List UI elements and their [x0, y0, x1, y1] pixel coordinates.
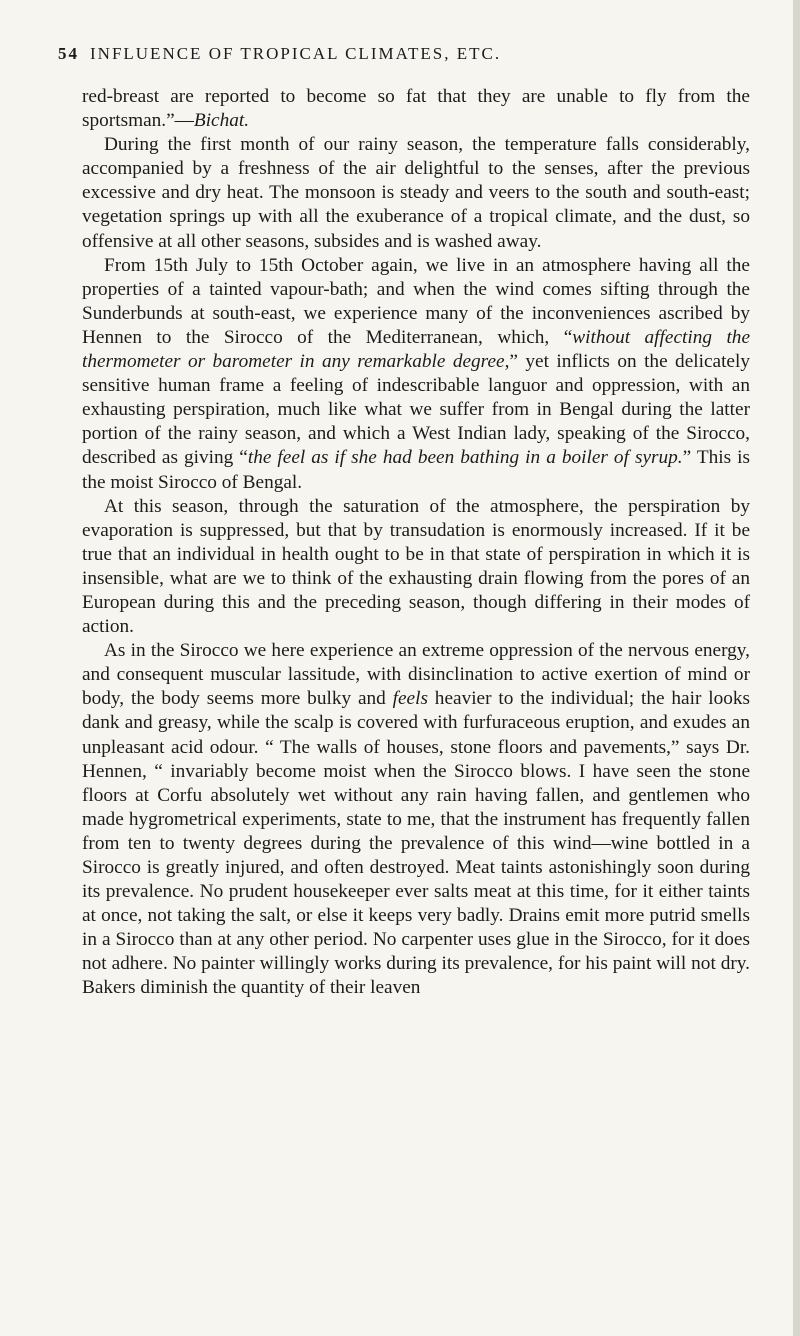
text-run: red-breast are reported to become so fat that they are unable to fly from the sportsman.”— [82, 86, 750, 132]
running-head: INFLUENCE OF TROPICAL CLIMATES, ETC. [90, 44, 502, 63]
page-edge [793, 0, 800, 1336]
paragraph [82, 639, 750, 1000]
page-header [58, 44, 748, 72]
text-run: From 15th July to 15th October again, we live in an atmosphere having all the properties of a tainted vapour-bath; and when the wind comes sifting through the Sunderbunds at south-east, we experience many of the inconveniences ascribed by Hennen to the Sirocco of the Mediterranean, which, “ [82, 254, 750, 348]
text-run: heavier to the individual; the hair looks dank and greasy, while the scalp is covered with furfuraceous eruption, and exudes an unpleasant acid odour. “ The walls of houses, stone floors and pavements,” says Dr. Hennen, “ invariably become moist when the Sirocco blows. I have seen the stone floors at Corfu absolutely wet without any rain having fallen, and gentlemen who made hygrometrical experiments, state to me, that the instrument has frequently fallen from ten to twenty degrees during the prevalence of this wind—wine bottled in a Sirocco is greatly injured, and often destroyed. Meat taints astonishingly soon during its prevalence. No prudent housekeeper ever salts meat at this time, for it either taints at once, not taking the salt, or else it keeps very badly. Drains emit more putrid smells in a Sirocco than at any other period. No carpenter uses glue in the Sirocco, for it does not adhere. No painter willingly works during its prevalence, for his paint will not dry. Bakers diminish the quantity of their leaven [82, 688, 750, 999]
text-run: During the first month of our rainy season, the temperature falls considerably, accompanied by a freshness of the air delightful to the senses, after the previous excessive and dry heat. The monsoon is steady and veers to the south and south-east; vegetation springs up with all the exuberance of a tropical climate, and the dust, so offensive at all other seasons, subsides and is washed away. [82, 134, 750, 252]
italic-text: Bichat. [193, 110, 250, 132]
paragraph [82, 495, 750, 640]
paragraph [82, 254, 750, 495]
text-run: ” This is the moist Sirocco of Bengal. [82, 447, 751, 493]
italic-text: feels [392, 688, 428, 710]
page-number: 54 [58, 44, 79, 63]
text-run: As in the Sirocco we here experience an extreme oppression of the nervous energy, and consequent muscular lassitude, with disinclination to active exertion of mind or body, the body seems more bulky and [82, 640, 750, 710]
text-run: ,” yet inflicts on the delicately sensitive human frame a feeling of indescribable languor and oppression, with an exhausting perspiration, much like what we suffer from in Bengal during the latter portion of the rainy season, and which a West Indian lady, speaking of the Sirocco, described as giving “ [82, 351, 750, 469]
italic-text: without affecting the thermometer or barometer in any remarkable degree [82, 326, 750, 373]
paragraph [82, 85, 750, 133]
italic-text: the feel as if she had been bathing in a boiler of syrup. [247, 447, 683, 469]
body-text [82, 85, 750, 1001]
text-run: At this season, through the saturation of the atmosphere, the perspiration by evaporation is suppressed, but that by transudation is enormously increased. If it be true that an individual in health ought to be in that state of perspiration in which it is insensible, what are we to think of the exhausting drain flowing from the pores of an European during this and the preceding season, though differing in their modes of action. [82, 495, 750, 638]
paragraph [82, 133, 750, 253]
